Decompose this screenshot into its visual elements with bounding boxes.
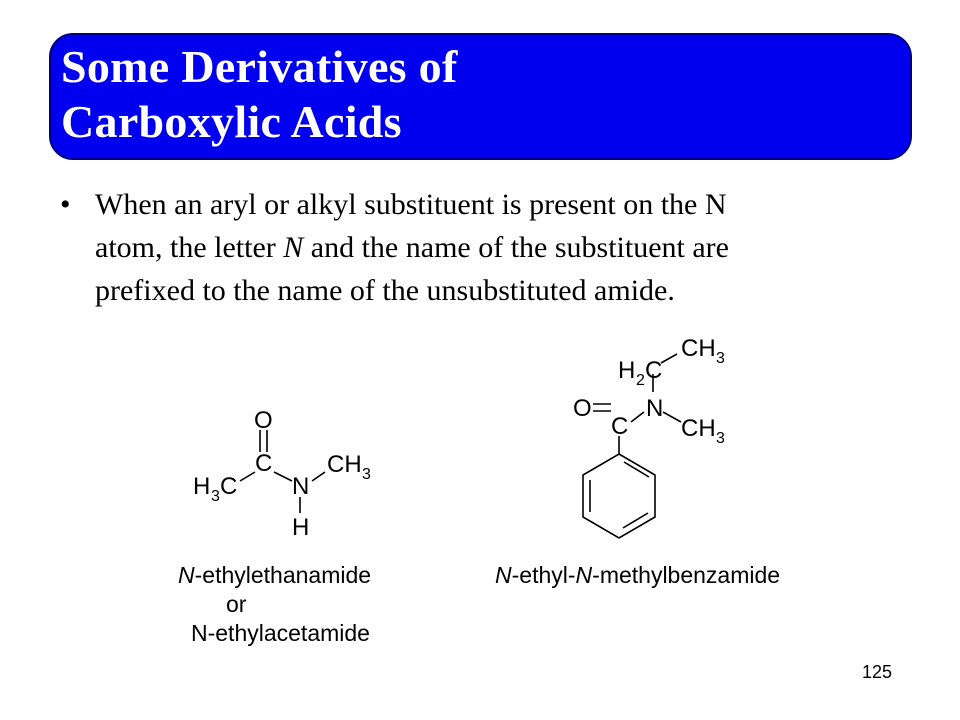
name-mid: -ethyl- [511,562,576,588]
name-rest: -methylbenzamide [592,562,781,588]
bullet-marker: • [60,188,71,221]
title-line-1: Some Derivatives of [61,41,458,92]
molecule2-name [495,562,780,588]
title-line-2: Carboxylic Acids [61,96,402,147]
bullet-line-3: prefixed to the name of the unsubstituted amide. [95,274,675,307]
atom-ethyl-subscript: 3 [716,350,725,367]
slide-title [61,39,458,149]
atom-ch2-subscript: 2 [636,372,645,389]
molecule-ethylmethylbenzamide [560,330,750,560]
atom-nitrogen: N [292,473,310,500]
atom-ch2-c: C [645,357,663,384]
atom-methyl-ch: CH [327,451,362,478]
atom-h3c-h: H [193,473,211,500]
atom-hydrogen: H [292,514,310,541]
atom-methyl-subscript: 3 [362,466,371,483]
atom-h3c-c: C [220,473,238,500]
italic-n: N [283,231,304,264]
atom-ethyl-ch: CH [681,335,716,362]
bullet-text [95,183,895,312]
atom-h3c-subscript: 3 [211,488,220,505]
page-number: 125 [862,662,893,682]
molecule1-name-line3: N-ethylacetamide [191,620,370,646]
atom-oxygen: O [254,407,273,434]
atom-methyl-subscript: 3 [716,430,725,447]
atom-carbonyl-carbon: C [611,413,629,440]
title-banner [49,33,912,160]
italic-prefix-1: N [495,562,512,588]
italic-prefix-2: N [575,562,593,588]
italic-prefix: N [178,562,195,588]
molecule1-name-or: or [226,591,247,617]
bullet-line-1: When an aryl or alkyl substituent is present on the N [95,188,727,221]
atom-methyl-ch: CH [681,415,716,442]
bullet-line-2: atom, the letter N and the name of the substituent are [95,231,729,264]
atom-oxygen: O [573,395,592,422]
molecule1-name-line1 [178,562,371,588]
molecule-ethylethanamide [180,400,400,550]
atom-ch2-h: H [618,357,636,384]
name-rest: -ethylethanamide [194,562,372,588]
atom-carbonyl-carbon: C [255,450,273,477]
atom-nitrogen: N [646,395,664,422]
